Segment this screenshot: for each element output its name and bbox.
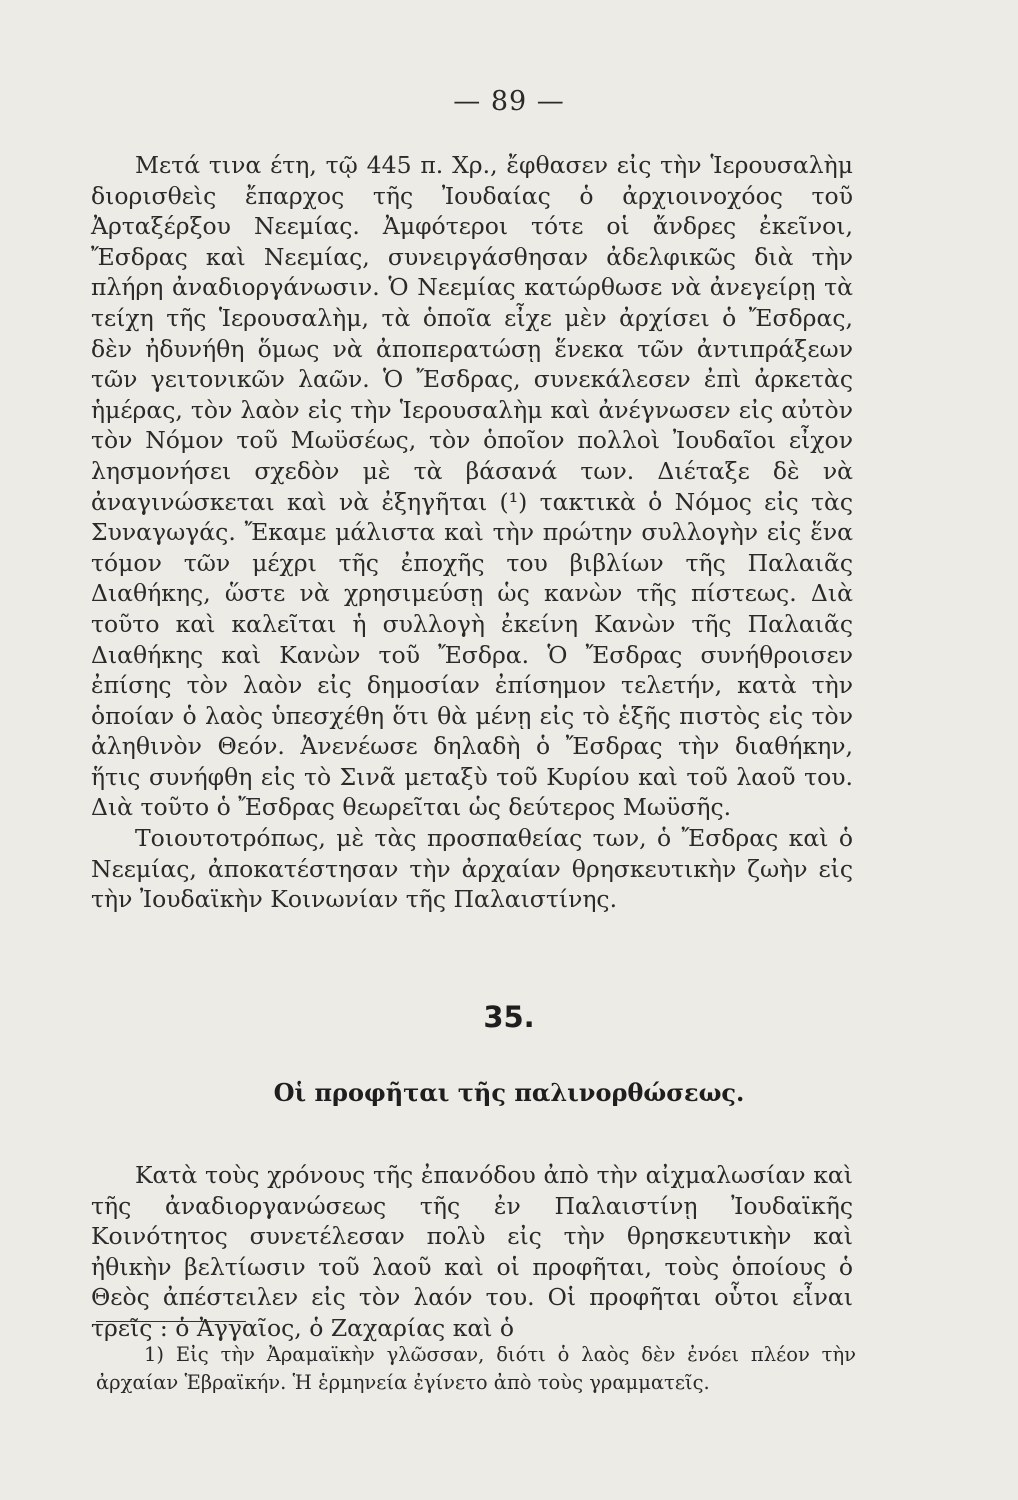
footnote-text: 1) Εἰς τὴν Ἀραμαϊκὴν γλῶσσαν, διότι ὁ λαὸς δὲν ἐνόει πλέον τὴν ἀρχαίαν Ἑβραϊκήν. Ἡ ἑρμηνεία ἐγίνετο ἀπὸ τοὺς γραμματεῖς. xyxy=(96,1343,856,1394)
footnote-block xyxy=(96,1341,856,1397)
section-number: 35. xyxy=(483,1000,535,1034)
section-title: Οἱ προφῆται τῆς παλινορθώσεως. xyxy=(273,1078,745,1107)
paragraph-3: Κατὰ τοὺς χρόνους τῆς ἐπανόδου ἀπὸ τὴν αἰχμαλωσίαν καὶ τῆς ἀναδιοργανώσεως τῆς ἐν Παλαιστίνῃ Ἰουδαϊκῆς Κοινότητος συνετέλεσαν πολὺ εἰς τὴν θρησκευτικὴν καὶ ἠθικὴν βελτίωσιν τοῦ λαοῦ καὶ οἱ προφῆται, τοὺς ὁποίους ὁ Θεὸς ἀπέστειλεν εἰς τὸν λαόν του. Οἱ προφῆται οὗτοι εἶναι τρεῖς : ὁ Ἀγγαῖος, ὁ Ζαχαρίας καὶ ὁ xyxy=(91,1161,853,1342)
footnote-rule xyxy=(96,1321,246,1322)
section-text-block xyxy=(91,1160,853,1344)
paragraph-1: Μετά τινα έτη, τῷ 445 π. Χρ., ἔφθασεν εἰς τὴν Ἱερουσαλὴμ διορισθεὶς ἔπαρχος τῆς Ἰουδαίας ὁ ἀρχιοινοχόος τοῦ Ἀρταξέρξου Νεεμίας. Ἀμφότεροι τότε οἱ ἄνδρες ἐκεῖνοι, Ἔσδρας καὶ Νεεμίας, συνειργάσθησαν ἀδελφικῶς διὰ τὴν πλήρη ἀναδιοργάνωσιν. Ὁ Νεεμίας κατώρθωσε νὰ ἀνεγείρῃ τὰ τείχη τῆς Ἱερουσαλὴμ, τὰ ὁποῖα εἶχε μὲν ἀρχίσει ὁ Ἔσδρας, δὲν ἠδυνήθη ὅμως νὰ ἀποπερατώσῃ ἕνεκα τῶν ἀντιπράξεων τῶν γειτονικῶν λαῶν. Ὁ Ἔσδρας, συνεκάλεσεν ἐπὶ ἀρκετὰς ἡμέρας, τὸν λαὸν εἰς τὴν Ἱερουσαλὴμ καὶ ἀνέγνωσεν εἰς αὐτὸν τὸν Νόμον τοῦ Μωϋσέως, τὸν ὁποῖον πολλοὶ Ἰουδαῖοι εἶχον λησμονήσει σχεδὸν μὲ τὰ βάσανά των. Διέταξε δὲ νὰ ἀναγινώσκεται καὶ νὰ ἐξηγῆται (¹) τακτικὰ ὁ Νόμος εἰς τὰς Συναγωγάς. Ἔκαμε μάλιστα καὶ τὴν πρώτην συλλογὴν εἰς ἕνα τόμον τῶν μέχρι τῆς ἐποχῆς του βιβλίων τῆς Παλαιᾶς Διαθήκης, ὥστε νὰ χρησιμεύσῃ ὡς κανὼν τῆς πίστεως. Διὰ τοῦτο καὶ καλεῖται ἡ συλλογὴ ἐκείνη Κανὼν τῆς Παλαιᾶς Διαθήκης καὶ Κανὼν τοῦ Ἔσδρα. Ὁ Ἔσδρας συνήθροισεν ἐπίσης τὸν λαὸν εἰς δημοσίαν ἐπίσημον τελετήν, κατὰ τὴν ὁποίαν ὁ λαὸς ὑπεσχέθη ὅτι θὰ μένῃ εἰς τὸ ἑξῆς πιστὸς εἰς τὸν ἀληθινὸν Θεόν. Ἀνενέωσε δηλαδὴ ὁ Ἔσδρας τὴν διαθήκην, ἥτις συνήφθη εἰς τὸ Σινᾶ μεταξὺ τοῦ Κυρίου καὶ τοῦ λαοῦ του. Διὰ τοῦτο ὁ Ἔσδρας θεωρεῖται ὡς δεύτερος Μωϋσῆς. xyxy=(91,151,853,822)
page-number: — 89 — xyxy=(453,86,565,117)
paragraph-2: Τοιουτοτρόπως, μὲ τὰς προσπαθείας των, ὁ Ἔσδρας καὶ ὁ Νεεμίας, ἀποκατέστησαν τὴν ἀρχαίαν θρησκευτικὴν ζωὴν εἰς τὴν Ἰουδαϊκὴν Κοινωνίαν τῆς Παλαιστίνης. xyxy=(91,824,853,914)
main-text-block xyxy=(91,150,853,915)
